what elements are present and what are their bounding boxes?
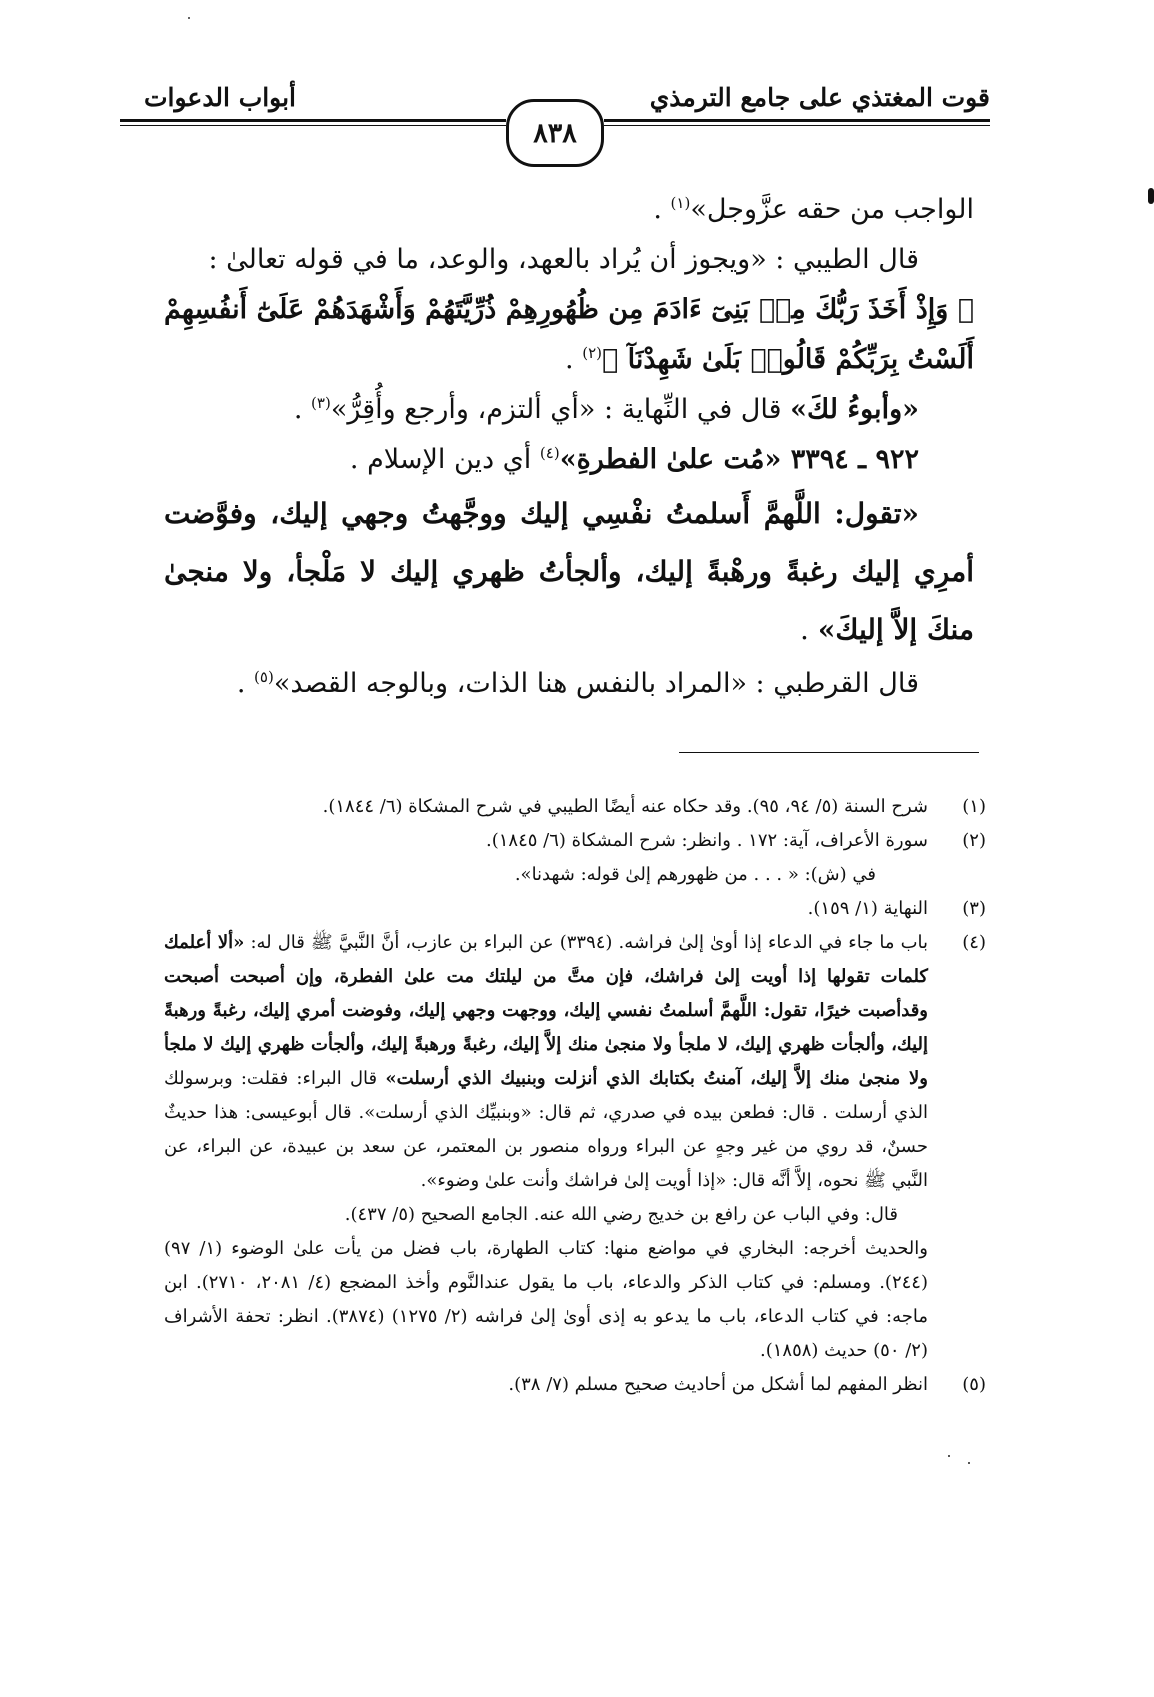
footnote-4-cont-2: والحديث أخرجه: البخاري في مواضع منها: كتاب الطهارة، باب فضل من يأت علىٰ الوضوء (١/ ٩٧) (٢٤٤). ومسلم: في كتاب الذكر والدعاء، باب ما يقول عندالنَّوم وأخذ المضجع (٤/ ٢٠٨١، ٢٧١٠). ابن ماجه: في كتاب الدعاء، باب ما يدعو به إذى أوىٰ إلىٰ فراشه (٢/ ١٢٧٥) (٣٨٧٤). انظر: تحفة الأشراف (٢/ ٥٠) حديث (١٨٥٨). <box>164 1238 928 1361</box>
footnote-2: (٢) سورة الأعراف، آية: ١٧٢ . وانظر: شرح المشكاة (٦/ ١٨٤٥). <box>486 830 986 851</box>
footnote-4: (٤) باب ما جاء في الدعاء إذا أوىٰ إلىٰ فراشه. (٣٣٩٤) عن البراء بن عازب، أنَّ النَّبيَّ ﷺ قال له: «ألا أعلمك كلمات تقولها إذا أويت إلىٰ فراشك، فإن متَّ من ليلتك مت علىٰ الفطرة، وإن أصبحت أصبحت وقدأصبت خيرًا، تقول: اللَّهمَّ أسلمتُ نفسي إليك، ووجهت وجهي إليك، وفوضت أمري إليك، رغبةً ورهبةً إليك، وألجأت ظهري إليك، لا ملجأ ولا منجىٰ منك إلاَّ إليك، رغبةً ورهبةً إليك، وألجأت ظهري إليك لا ملجأ ولا منجىٰ منك إلاَّ إليك، آمنتُ بكتابك الذي أنزلت وبنبيك الذي أرسلت» قال البراء: فقلت: وبرسولك الذي أرسلت . قال: فطعن بيده في صدري، ثم قال: «وبنبيِّك الذي أرسلت». قال أبوعيسى: هذا حديثٌ حسنٌ، قد روي من غير وجهٍ عن البراء ورواه منصور بن المعتمر، عن سعد بن عبيدة، عن البراء، عن النَّبي ﷺ نحوه، إلاَّ أنَّه قال: «إذا أويت إلىٰ فراشك وأنت علىٰ وضوء». <box>164 932 986 1191</box>
margin-mark <box>1148 188 1154 204</box>
section-title: أبواب الدعوات <box>144 83 297 112</box>
paragraph-6: قال القرطبي : «المراد بالنفس هنا الذات، وبالوجه القصد»$^{(٥)}$ . <box>236 668 919 699</box>
header-rule-left-thin <box>120 125 506 126</box>
scan-speck <box>188 17 190 19</box>
footnote-ref: (٥) <box>254 668 274 686</box>
footnote-ref: (٣) <box>311 394 331 412</box>
paragraph-2: قال الطيبي : «ويجوز أن يُراد بالعهد، والوعد، ما في قوله تعالىٰ : <box>208 244 919 275</box>
footnote-3: (٣) النهاية (١/ ١٥٩). <box>807 898 986 919</box>
footnote-1: (١) شرح السنة (٥/ ٩٤، ٩٥). وقد حكاه عنه أيضًا الطيبي في شرح المشكاة (٦/ ١٨٤٤). <box>322 796 986 817</box>
footnote-ref: (٢) <box>582 344 602 362</box>
footnote-4-cont-1: قال: وفي الباب عن رافع بن خديج رضي الله عنه. الجامع الصحيح (٥/ ٤٣٧). <box>344 1204 898 1225</box>
footnote-5: (٥) انظر المفهم لما أشكل من أحاديث صحيح مسلم (٧/ ٣٨). <box>508 1374 986 1395</box>
page-header <box>120 75 990 170</box>
header-rule-right-thin <box>604 125 990 126</box>
paragraph-1: الواجب من حقه عزَّوجل»$^{(١)}$ . <box>653 194 974 225</box>
scan-speck <box>968 1462 970 1464</box>
header-rule-left <box>120 119 506 122</box>
scan-speck <box>948 1455 950 1457</box>
header-rule-right <box>604 119 990 122</box>
footnote-ref: (١) <box>670 194 691 212</box>
hadith-heading: ٩٢٢ ـ ٣٣٩٤ «مُت علىٰ الفطرةِ»$^{(٤)}$ أي دين الإسلام . <box>349 444 919 475</box>
book-title: قوت المغتذي على جامع الترمذي <box>649 83 990 112</box>
footnote-ref: (٤) <box>539 444 560 462</box>
paragraph-3: «وأبوءُ لكَ» قال في النِّهاية : «أي ألتزم، وأرجع وأُقِرُّ»$^{(٣)}$ . <box>293 394 919 425</box>
footnote-2-note: في (ش): « . . . من ظهورهم إلىٰ قوله: شهدنا». <box>514 864 876 885</box>
page-number: ٨٣٨ <box>506 99 604 167</box>
hadith-text: «تقول: اللَّهمَّ أَسلمتُ نفْسِي إليك ووجَّهتُ وجهي إليك، وفوَّضت أمرِي إليك رغبةً ورهْبةً إليك، وألجأتُ ظهري إليك لا مَلْجأ، ولا منجىٰ منكَ إلاَّ إليكَ» . <box>164 497 974 646</box>
footnotes <box>164 790 986 1402</box>
main-text <box>164 185 974 709</box>
footnote-separator <box>679 752 979 753</box>
quran-verse: ﴿ وَإِذْ أَخَذَ رَبُّكَ مِنۢ بَنِىٓ ءَادَمَ مِن ظُهُورِهِمْ ذُرِّيَّتَهُمْ وَأَشْهَدَهُمْ عَلَىٰٓ أَنفُسِهِمْ أَلَسْتُ بِرَبِّكُمْ قَالُوا۟ بَلَىٰ شَهِدْنَآ ﴾$^{(٢)}$ . <box>164 294 974 375</box>
